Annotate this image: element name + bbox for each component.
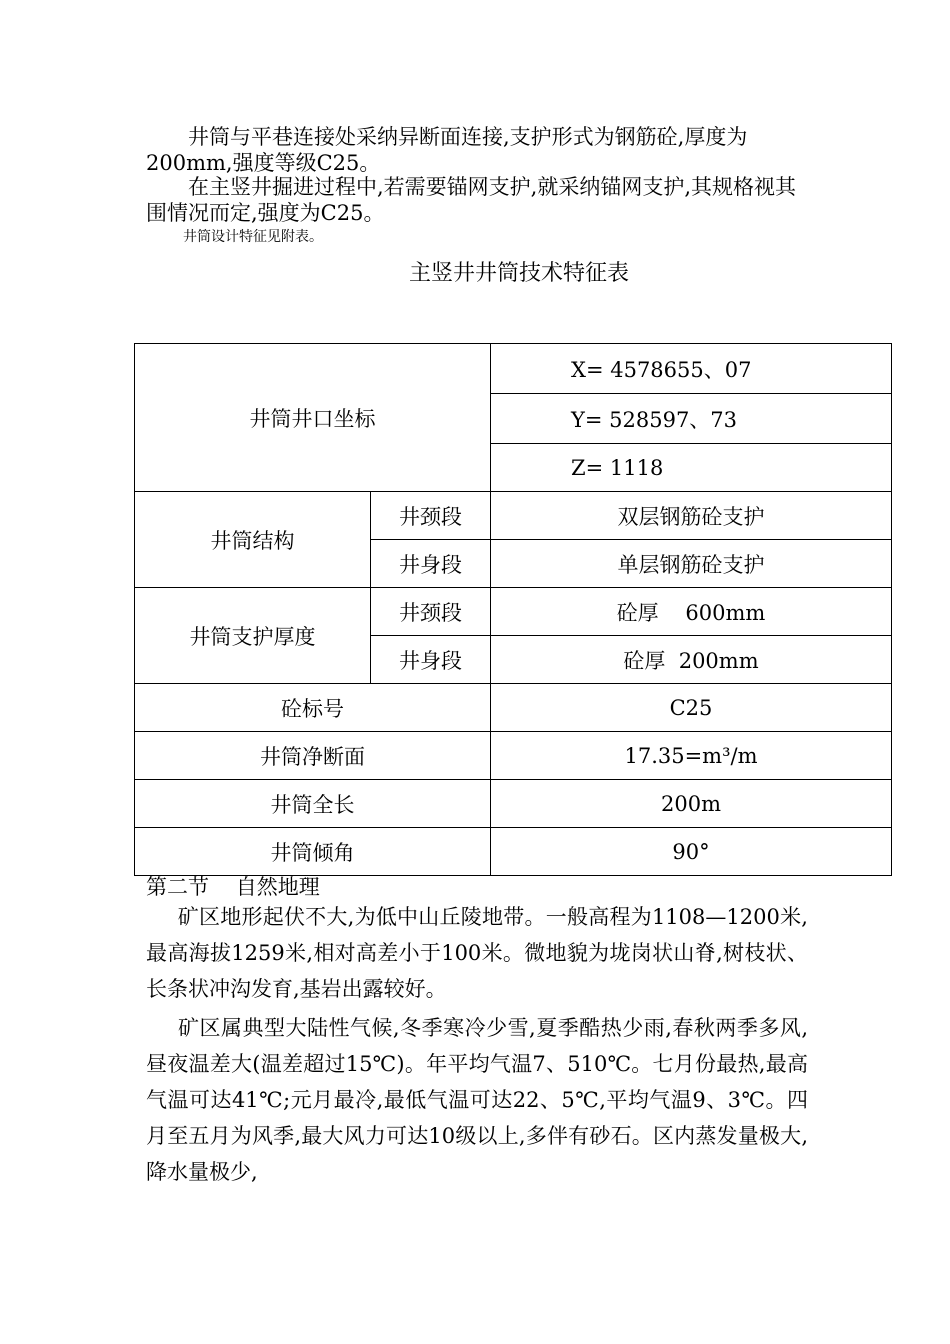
incline-value: 90° [491, 828, 892, 876]
table-row [135, 780, 892, 828]
thickness-neck-value: 砼厚 600mm [491, 588, 892, 636]
coord-z: Z= 1118 [491, 444, 892, 492]
appendix-note: 井筒设计特征见附表。 [183, 229, 323, 245]
coord-label: 井筒井口坐标 [135, 344, 491, 492]
length-value: 200m [491, 780, 892, 828]
thickness-body-value: 砼厚 200mm [491, 636, 892, 684]
section-area-value: 17.35=m³/m [491, 732, 892, 780]
paragraph-terrain [146, 899, 808, 1007]
thickness-label: 井筒支护厚度 [135, 588, 371, 684]
paragraph-climate-text: 矿区属典型大陆性气候,冬季寒冷少雪,夏季酷热少雨,春秋两季多风,昼夜温差大(温差超过15℃)。年平均气温7、510℃。七月份最热,最高气温可达41℃;元月最冷,最低气温可达22、5℃,平均气温9、3℃。四月至五月为风季,最大风力可达10级以上,多伴有砂石。区内蒸发量极大,降水量极少, [146, 1016, 808, 1184]
paragraph-terrain-text: 矿区地形起伏不大,为低中山丘陵地带。一般高程为1108—1200米,最高海拔1259米,相对高差小于100米。微地貌为垅岗状山脊,树枝状、长条状冲沟发育,基岩出露较好。 [146, 905, 808, 1001]
table-row [135, 828, 892, 876]
paragraph-connection-text: 井筒与平巷连接处采纳异断面连接,支护形式为钢筋砼,厚度为200mm,强度等级C25。 [146, 125, 748, 175]
structure-neck-value: 双层钢筋砼支护 [491, 492, 892, 540]
paragraph-connection [146, 124, 808, 176]
length-label: 井筒全长 [135, 780, 491, 828]
thickness-body-label: 井身段 [371, 636, 491, 684]
table-title: 主竖井井筒技术特征表 [408, 261, 629, 286]
structure-neck-label: 井颈段 [371, 492, 491, 540]
section-heading: 第二节 自然地理 [146, 875, 320, 899]
paragraph-anchor-support-text: 在主竖井掘进过程中,若需要锚网支护,就采纳锚网支护,其规格视其围情况而定,强度为C25。 [146, 175, 797, 225]
table-row [135, 492, 892, 540]
table-row [135, 588, 892, 636]
structure-label: 井筒结构 [135, 492, 371, 588]
incline-label: 井筒倾角 [135, 828, 491, 876]
grade-value: C25 [491, 684, 892, 732]
grade-label: 砼标号 [135, 684, 491, 732]
structure-body-value: 单层钢筋砼支护 [491, 540, 892, 588]
structure-body-label: 井身段 [371, 540, 491, 588]
section-area-label: 井筒净断面 [135, 732, 491, 780]
paragraph-climate [146, 1010, 808, 1190]
table-row [135, 732, 892, 780]
coord-y: Y= 528597、73 [491, 394, 892, 444]
shaft-spec-table [134, 343, 892, 876]
table-row [135, 344, 892, 394]
coord-x: X= 4578655、07 [491, 344, 892, 394]
thickness-neck-label: 井颈段 [371, 588, 491, 636]
paragraph-anchor-support [146, 174, 808, 226]
table-row [135, 684, 892, 732]
